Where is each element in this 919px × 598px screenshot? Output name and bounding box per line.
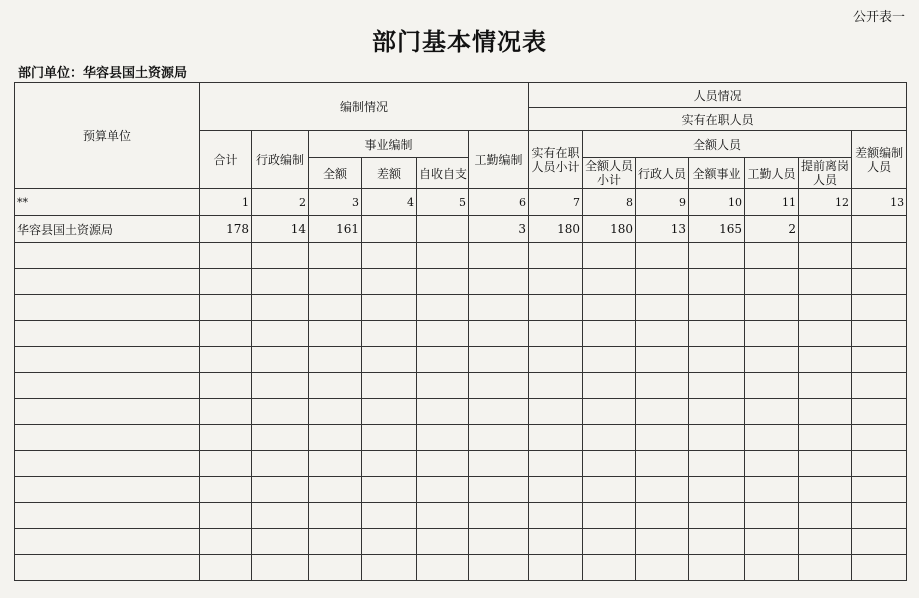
header-budget-unit: 预算单位	[15, 83, 200, 189]
empty-row	[15, 321, 907, 347]
data-cell: 180	[583, 216, 636, 243]
header-diff-amount: 差额	[362, 158, 417, 189]
data-cell	[852, 216, 907, 243]
table-row	[15, 216, 907, 243]
header-actual-subtotal: 实有在职人员小计	[529, 131, 583, 189]
header-self-funded: 自收自支	[417, 158, 469, 189]
unit-name-cell: 华容县国土资源局	[15, 216, 200, 243]
data-cell: 161	[309, 216, 362, 243]
empty-row	[15, 425, 907, 451]
index-cell: 10	[689, 189, 745, 216]
empty-row	[15, 269, 907, 295]
header-full-amount: 全额	[309, 158, 362, 189]
index-cell: 1	[200, 189, 252, 216]
index-cell: 4	[362, 189, 417, 216]
index-cell: 6	[469, 189, 529, 216]
index-cell: 2	[252, 189, 309, 216]
index-cell: **	[15, 189, 200, 216]
empty-row	[15, 347, 907, 373]
empty-row	[15, 477, 907, 503]
data-cell: 178	[200, 216, 252, 243]
header-admin-staffing: 行政编制	[252, 131, 309, 189]
index-cell: 11	[745, 189, 799, 216]
header-logistics-personnel: 工勤人员	[745, 158, 799, 189]
data-cell: 180	[529, 216, 583, 243]
index-cell: 8	[583, 189, 636, 216]
data-cell: 14	[252, 216, 309, 243]
data-cell: 165	[689, 216, 745, 243]
header-logistics-staffing: 工勤编制	[469, 131, 529, 189]
data-cell	[799, 216, 852, 243]
index-cell: 5	[417, 189, 469, 216]
public-table-tag: 公开表一	[852, 10, 905, 25]
empty-row	[15, 451, 907, 477]
empty-row	[15, 373, 907, 399]
data-cell: 3	[469, 216, 529, 243]
empty-row	[15, 529, 907, 555]
header-full-personnel: 全额人员	[583, 131, 852, 158]
header-full-subtotal: 全额人员小计	[583, 158, 636, 189]
index-cell: 13	[852, 189, 907, 216]
data-cell	[362, 216, 417, 243]
index-cell: 3	[309, 189, 362, 216]
index-row	[15, 189, 907, 216]
header-personnel: 人员情况	[529, 83, 907, 108]
data-cell: 13	[636, 216, 689, 243]
empty-row	[15, 555, 907, 581]
header-staffing-total: 合计	[200, 131, 252, 189]
header-actual-staff: 实有在职人员	[529, 108, 907, 131]
header-full-career: 全额事业	[689, 158, 745, 189]
empty-row	[15, 399, 907, 425]
header-career-staffing: 事业编制	[309, 131, 469, 158]
index-cell: 9	[636, 189, 689, 216]
header-early-retire: 提前离岗人员	[799, 158, 852, 189]
data-cell: 2	[745, 216, 799, 243]
page-title: 部门基本情况表	[372, 27, 547, 56]
header-diff-staff: 差额编制人员	[852, 131, 907, 189]
empty-row	[15, 503, 907, 529]
header-admin-personnel: 行政人员	[636, 158, 689, 189]
index-cell: 7	[529, 189, 583, 216]
department-info-table	[14, 82, 907, 581]
empty-row	[15, 243, 907, 269]
index-cell: 12	[799, 189, 852, 216]
header-staffing: 编制情况	[200, 83, 529, 131]
department-label: 部门单位：华容县国土资源局	[18, 66, 188, 81]
empty-row	[15, 295, 907, 321]
data-cell	[417, 216, 469, 243]
